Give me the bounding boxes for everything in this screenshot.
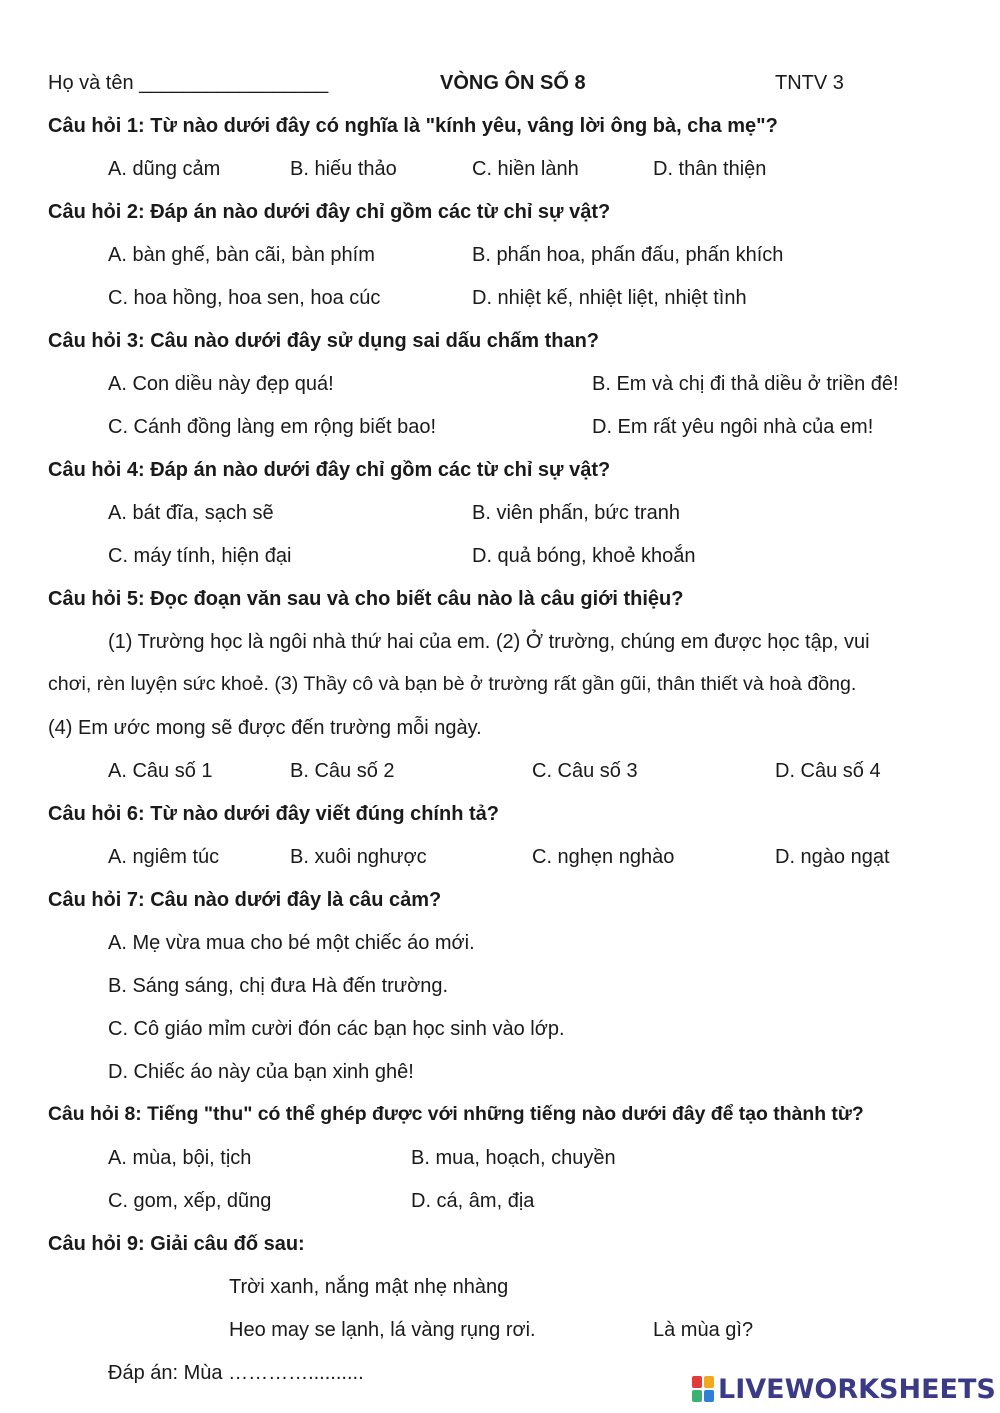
q8-option-c[interactable]: C. gom, xếp, dũng	[108, 1190, 272, 1212]
q5-option-c[interactable]: C. Câu số 3	[532, 760, 638, 782]
class-code: TNTV 3	[775, 72, 844, 94]
name-blank[interactable]: _________________	[139, 72, 329, 94]
q1-option-a[interactable]: A. dũng cảm	[108, 158, 221, 180]
liveworksheets-logo-text: LIVEWORKSHEETS	[718, 1373, 996, 1405]
q1-option-c[interactable]: C. hiền lành	[472, 158, 579, 180]
liveworksheets-logo-icon	[692, 1376, 714, 1402]
q4-option-a[interactable]: A. bát đĩa, sạch sẽ	[108, 502, 274, 524]
question-1: Câu hỏi 1: Từ nào dưới đây có nghĩa là "kính yêu, vâng lời ông bà, cha mẹ"?	[48, 115, 778, 137]
q2-option-a[interactable]: A. bàn ghế, bàn cãi, bàn phím	[108, 244, 375, 266]
page-title: VÒNG ÔN SỐ 8	[440, 72, 586, 94]
question-7: Câu hỏi 7: Câu nào dưới đây là câu cảm?	[48, 889, 442, 911]
q7-option-d[interactable]: D. Chiếc áo này của bạn xinh ghê!	[108, 1061, 414, 1083]
q6-option-c[interactable]: C. nghẹn nghào	[532, 846, 675, 868]
q2-option-b[interactable]: B. phấn hoa, phấn đấu, phấn khích	[472, 244, 784, 266]
name-label-text: Họ và tên	[48, 72, 134, 94]
q5-option-a[interactable]: A. Câu số 1	[108, 760, 213, 782]
question-2: Câu hỏi 2: Đáp án nào dưới đây chỉ gồm các từ chỉ sự vật?	[48, 201, 611, 223]
q8-option-d[interactable]: D. cá, âm, địa	[411, 1190, 535, 1212]
question-3: Câu hỏi 3: Câu nào dưới đây sử dụng sai dấu chấm than?	[48, 330, 600, 352]
q3-option-b[interactable]: B. Em và chị đi thả diều ở triền đê!	[592, 373, 899, 395]
liveworksheets-logo	[692, 1373, 996, 1405]
question-9: Câu hỏi 9: Giải câu đố sau:	[48, 1233, 305, 1255]
answer-blank[interactable]: Đáp án: Mùa …………..........	[108, 1362, 364, 1384]
q2-option-d[interactable]: D. nhiệt kế, nhiệt liệt, nhiệt tình	[472, 287, 747, 309]
q7-option-a[interactable]: A. Mẹ vừa mua cho bé một chiếc áo mới.	[108, 932, 475, 954]
q4-option-c[interactable]: C. máy tính, hiện đại	[108, 545, 292, 567]
question-8: Câu hỏi 8: Tiếng "thu" có thể ghép được với những tiếng nào dưới đây để tạo thành từ?	[48, 1103, 864, 1125]
q5-paragraph-line-3: (4) Em ước mong sẽ được đến trường mỗi ngày.	[48, 717, 482, 739]
q5-option-b[interactable]: B. Câu số 2	[290, 760, 395, 782]
q7-option-b[interactable]: B. Sáng sáng, chị đưa Hà đến trường.	[108, 975, 449, 997]
q6-option-b[interactable]: B. xuôi nghược	[290, 846, 427, 868]
q5-paragraph-line-1: (1) Trường học là ngôi nhà thứ hai của em. (2) Ở trường, chúng em được học tập, vui	[108, 631, 870, 653]
question-5: Câu hỏi 5: Đọc đoạn văn sau và cho biết câu nào là câu giới thiệu?	[48, 588, 684, 610]
riddle-question: Là mùa gì?	[653, 1319, 754, 1341]
q1-option-b[interactable]: B. hiếu thảo	[290, 158, 397, 180]
question-4: Câu hỏi 4: Đáp án nào dưới đây chỉ gồm các từ chỉ sự vật?	[48, 459, 611, 481]
q4-option-b[interactable]: B. viên phấn, bức tranh	[472, 502, 680, 524]
q2-option-c[interactable]: C. hoa hồng, hoa sen, hoa cúc	[108, 287, 381, 309]
q3-option-a[interactable]: A. Con diều này đẹp quá!	[108, 373, 334, 395]
q5-paragraph-line-2: chơi, rèn luyện sức khoẻ. (3) Thầy cô và bạn bè ở trường rất gần gũi, thân thiết và hoà đồng.	[48, 673, 857, 695]
q4-option-d[interactable]: D. quả bóng, khoẻ khoắn	[472, 545, 696, 567]
q6-option-a[interactable]: A. ngiêm túc	[108, 846, 220, 868]
q1-option-d[interactable]: D. thân thiện	[653, 158, 767, 180]
riddle-line-2: Heo may se lạnh, lá vàng rụng rơi.	[229, 1319, 536, 1341]
q8-option-b[interactable]: B. mua, hoạch, chuyền	[411, 1147, 616, 1169]
q6-option-d[interactable]: D. ngào ngạt	[775, 846, 890, 868]
q3-option-d[interactable]: D. Em rất yêu ngôi nhà của em!	[592, 416, 874, 438]
question-6: Câu hỏi 6: Từ nào dưới đây viết đúng chính tả?	[48, 803, 499, 825]
q3-option-c[interactable]: C. Cánh đồng làng em rộng biết bao!	[108, 416, 436, 438]
q5-option-d[interactable]: D. Câu số 4	[775, 760, 881, 782]
q8-option-a[interactable]: A. mùa, bội, tịch	[108, 1147, 252, 1169]
riddle-line-1: Trời xanh, nắng mật nhẹ nhàng	[229, 1276, 509, 1298]
q7-option-c[interactable]: C. Cô giáo mỉm cười đón các bạn học sinh vào lớp.	[108, 1018, 565, 1040]
name-label	[48, 73, 328, 93]
